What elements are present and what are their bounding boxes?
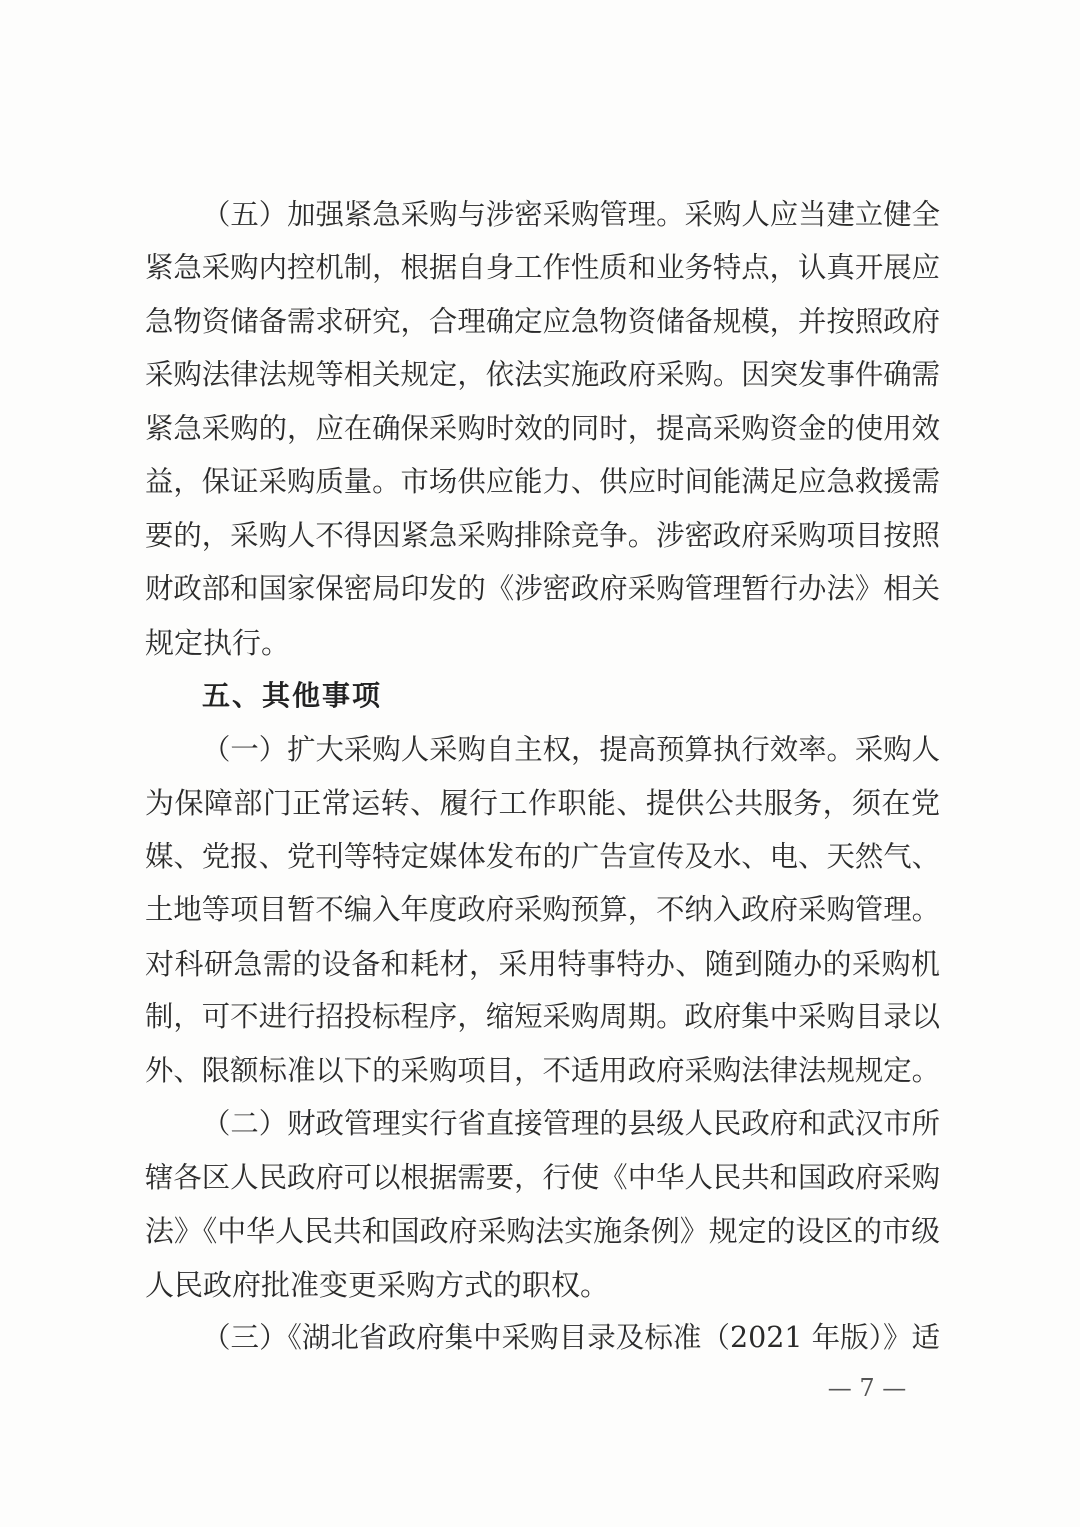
paragraph-2-line-4: 人民政府批准变更采购方式的职权。: [145, 1268, 610, 1302]
paragraph-1-line-4: 土地等项目暂不编入年度政府采购预算，不纳入政府采购管理。: [145, 893, 940, 926]
paragraph-3-line-1: （三）《湖北省政府集中采购目录及标准（2021 年版）》适: [202, 1321, 940, 1354]
page-number: — 7 —: [827, 1374, 907, 1402]
paragraph-1-line-1: （一）扩大采购人采购自主权，提高预算执行效率。采购人: [202, 733, 940, 766]
paragraph-5-line-1: （五）加强紧急采购与涉密采购管理。采购人应当建立健全: [202, 198, 940, 231]
paragraph-1-line-2: 为保障部门正常运转、履行工作职能、提供公共服务，须在党: [145, 786, 941, 820]
paragraph-2-line-1: （二）财政管理实行省直接管理的县级人民政府和武汉市所: [202, 1107, 940, 1140]
paragraph-5-line-3: 急物资储备需求研究，合理确定应急物资储备规模，并按照政府: [145, 305, 940, 338]
paragraph-1-line-6: 制，可不进行招投标程序，缩短采购周期。政府集中采购目录以: [145, 1000, 940, 1033]
paragraph-5-line-8: 财政部和国家保密局印发的《涉密政府采购管理暂行办法》相关: [145, 572, 940, 605]
paragraph-5-line-5: 紧急采购的，应在确保采购时效的同时，提高采购资金的使用效: [145, 412, 940, 445]
paragraph-5-line-4: 采购法律法规等相关规定，依法实施政府采购。因突发事件确需: [145, 358, 940, 391]
paragraph-1-line-5: 对科研急需的设备和耗材，采用特事特办、随到随办的采购机: [145, 947, 941, 981]
paragraph-5-line-9: 规定执行。: [145, 626, 291, 660]
paragraph-5-line-7: 要的，采购人不得因紧急采购排除竞争。涉密政府采购项目按照: [145, 519, 940, 552]
paragraph-2-line-2: 辖各区人民政府可以根据需要，行使《中华人民共和国政府采购: [145, 1161, 940, 1194]
paragraph-1-line-7: 外、限额标准以下的采购项目，不适用政府采购法律法规规定。: [145, 1054, 940, 1087]
paragraph-5-line-6: 益，保证采购质量。市场供应能力、供应时间能满足应急救援需: [145, 465, 940, 498]
paragraph-1-line-3: 媒、党报、党刊等特定媒体发布的广告宣传及水、电、天然气、: [145, 840, 940, 873]
section-heading: 五、其他事项: [202, 679, 383, 712]
paragraph-5-line-2: 紧急采购内控机制，根据自身工作性质和业务特点，认真开展应: [145, 251, 940, 284]
paragraph-2-line-3: 法》《中华人民共和国政府采购法实施条例》规定的设区的市级: [145, 1214, 940, 1248]
